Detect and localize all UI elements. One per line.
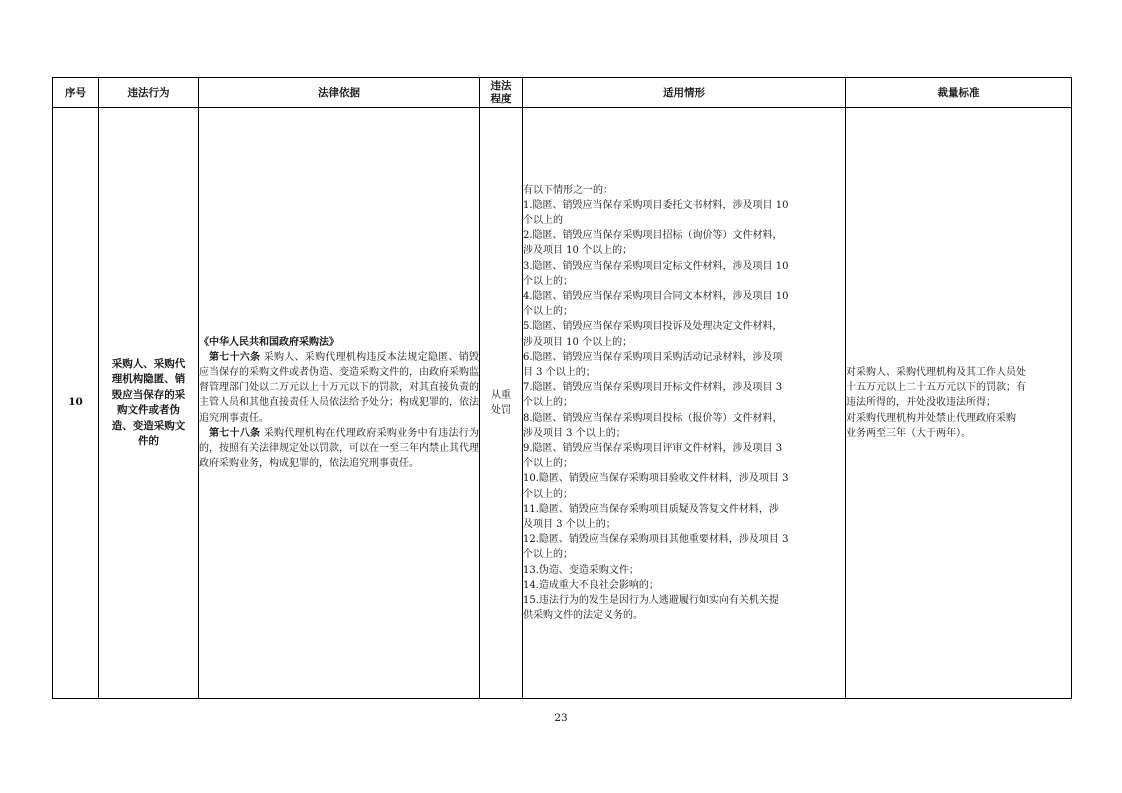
article-78-number: 第七十八条 [209, 427, 261, 439]
standard-line: 对采购代理机构并处禁止代理政府采购 [846, 412, 1016, 424]
header-law: 法律依据 [199, 78, 480, 108]
situation-line: 个以上的； [523, 306, 573, 318]
situation-line: 涉及项目 3 个以上的； [523, 427, 626, 439]
situation-line: 涉及项目 10 个以上的； [523, 336, 633, 348]
standard-line: 十五万元以上二十五万元以下的罚款；有 [846, 382, 1026, 394]
table-row [53, 108, 1072, 699]
situation-line: 11.隐匿、销毁应当保存采购项目质疑及答复文件材料，涉 [523, 503, 779, 515]
act-line: 件的 [138, 435, 159, 447]
header-standard: 裁量标准 [846, 78, 1072, 108]
header-degree-line: 违法 [490, 79, 512, 92]
standard-line: 业务两至三年（大于两年）。 [846, 427, 971, 439]
article-76-text: 采购人、采购代理机构违反本法规定隐匿、销毁应当保存的采购文件或者伪造、变造采购文件的，由政府采购监督管理部门处以二万元以上十万元以下的罚款，对其直接负责的主管人员和其他直接责任人员依法给予处分；构成犯罪的，依法追究刑事责任。 [199, 351, 479, 424]
degree-line: 从重 [491, 389, 511, 401]
page-number: 23 [554, 712, 568, 724]
situation-line: 目 3 个以上的； [523, 366, 596, 378]
situation-line: 及项目 3 个以上的； [523, 519, 616, 531]
violation-degree [480, 108, 523, 699]
discretion-standard [846, 108, 1072, 699]
act-line: 毁应当保存的采 [111, 388, 186, 401]
situation-line: 个以上的； [523, 458, 573, 470]
act-line: 采购人、采购代 [111, 357, 186, 370]
penalty-table [52, 77, 1072, 699]
situation-line: 10.隐匿、销毁应当保存采购项目验收文件材料，涉及项目 3 [523, 473, 789, 485]
article-76 [199, 350, 479, 426]
standard-line: 对采购人、采购代理机构及其工作人员处 [846, 366, 1026, 378]
header-row [53, 78, 1072, 108]
act-line: 理机构隐匿、销 [111, 373, 186, 385]
header-degree-line: 程度 [490, 92, 512, 105]
row-number: 10 [53, 108, 99, 699]
violation-act [99, 108, 199, 699]
situation-line: 7.隐匿、销毁应当保存采购项目开标文件材料，涉及项目 3 [523, 382, 783, 394]
situation-line: 2.隐匿、销毁应当保存采购项目招标（询价等）文件材料， [523, 230, 783, 242]
situation-line: 个以上的； [523, 275, 573, 287]
degree-line: 处罚 [491, 405, 511, 416]
article-76-number: 第七十六条 [209, 351, 261, 363]
situation-line: 个以上的； [523, 549, 573, 561]
situation-line: 12.隐匿、销毁应当保存采购项目其他重要材料，涉及项目 3 [523, 534, 789, 546]
situation-line: 5.隐匿、销毁应当保存采购项目投诉及处理决定文件材料， [523, 321, 783, 333]
situation-line: 供采购文件的法定义务的。 [523, 610, 643, 622]
situation-line: 3.隐匿、销毁应当保存采购项目定标文件材料，涉及项目 10 [523, 260, 789, 272]
act-line: 购文件或者伪 [117, 404, 180, 416]
legal-basis [199, 108, 480, 699]
situation-line: 4.隐匿、销毁应当保存采购项目合同文本材料，涉及项目 10 [523, 290, 789, 302]
act-line: 造、变造采购文 [111, 419, 186, 432]
header-degree [480, 78, 523, 108]
header-situation: 适用情形 [523, 78, 846, 108]
situation-line: 涉及项目 10 个以上的； [523, 245, 633, 257]
situation-line: 个以上的 [523, 214, 563, 226]
header-no: 序号 [53, 78, 99, 108]
article-78 [199, 426, 479, 472]
situation-line: 6.隐匿、销毁应当保存采购项目采购活动记录材料，涉及项 [523, 351, 783, 363]
article-78-text: 采购代理机构在代理政府采购业务中有违法行为的，按照有关法律规定处以罚款，可以在一至三年内禁止其代理政府采购业务，构成犯罪的，依法追究刑事责任。 [199, 427, 479, 470]
situation-line: 9.隐匿、销毁应当保存采购项目评审文件材料，涉及项目 3 [523, 443, 783, 454]
standard-line: 违法所得的，并处没收违法所得； [846, 397, 996, 409]
applicable-situations [523, 108, 846, 699]
header-act: 违法行为 [99, 78, 199, 108]
situation-line: 个以上的； [523, 397, 573, 409]
law-title: 《中华人民共和国政府采购法》 [199, 336, 339, 348]
situation-line: 有以下情形之一的： [523, 184, 613, 196]
situation-line: 个以上的； [523, 488, 573, 500]
situation-line: 1.隐匿、销毁应当保存采购项目委托文书材料，涉及项目 10 [523, 199, 789, 211]
situation-line: 14.造成重大不良社会影响的； [523, 579, 659, 591]
situation-line: 13.伪造、变造采购文件； [523, 564, 639, 576]
situation-line: 8.隐匿、销毁应当保存采购项目投标（报价等）文件材料， [523, 412, 783, 424]
situation-line: 15.违法行为的发生是因行为人逃避履行如实向有关机关提 [523, 595, 779, 607]
